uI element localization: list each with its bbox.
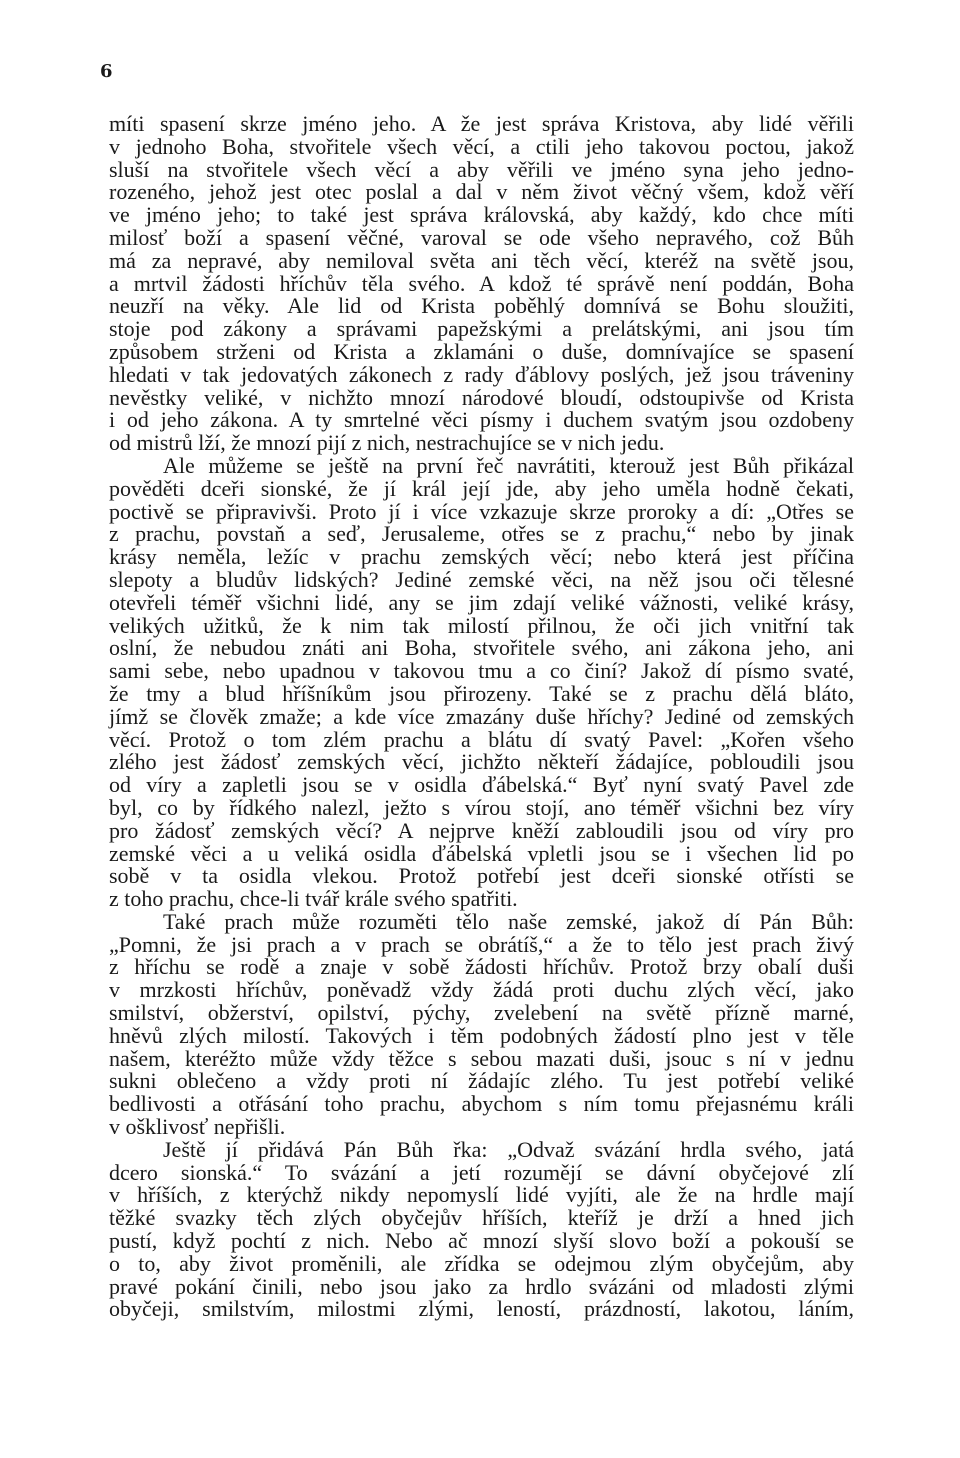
- text-line: otevřeli téměř všichni lidé, any se jim zdají veliké vážnosti, veliké krásy,: [109, 589, 854, 615]
- text-line: rozeného, jehož jest otec poslal a dal v něm život věčný všem, kdož věří: [109, 179, 854, 205]
- text-line: bedlivosti a otřásání toho prachu, abychom s ním tomu přejasnému králi: [109, 1091, 854, 1117]
- text-line: našem, kteréžto může vždy těžce s sebou mazati duši, jsouc s ní v jednu: [109, 1045, 854, 1071]
- text-line: velikých užitků, že k nim tak milostí přilnou, že oči jich vnitřní tak: [109, 612, 854, 638]
- text-line: „Pomni, že jsi prach a v prach se obrátíš,“ a že to tělo jest prach živý: [109, 931, 854, 957]
- text-line: míti spasení skrze jméno jeho. A že jest správa Kristova, aby lidé věřili: [109, 111, 854, 136]
- text-line: obyčeji, smilstvím, milostmi zlými, leností, prázdností, lakotou, láním,: [109, 1296, 854, 1322]
- text-line: Ještě jí přidává Pán Bůh řka: „Odvaž svázání hrdla svého, jatá: [163, 1136, 854, 1162]
- text-line: zemské věci a u veliká osidla ďábelská vpletli jsou se i všechen lid po: [109, 840, 854, 866]
- text-line: v ošklivosť nepřišli.: [109, 1114, 286, 1140]
- text-line: z hříchu se rodě a znaje v sobě žádosti hříchův. Protož brzy obalí duši: [109, 954, 854, 980]
- text-line: od mistrů lží, že mnozí pijí z nich, nestrachujíce se v nich jedu.: [109, 430, 665, 456]
- text-line: ve jméno jeho; to také jest správa královská, aby každý, kdo chce míti: [109, 202, 854, 228]
- text-line: v hříších, z kterýchž nikdy nepomyslí lidé vyjíti, ale že na hrdle mají: [109, 1182, 854, 1208]
- text-line: má za nepravé, aby nemiloval světa ani těch věcí, kteréž na světě jsou,: [109, 247, 854, 273]
- text-line: milosť boží a spasení věčné, varoval se ode všeho nepravého, což Bůh: [109, 224, 854, 250]
- text-line: těžké svazky těch zlých obyčejův hříších, kteříž je drží a hned jich: [109, 1205, 854, 1231]
- text-line: sukni oblečeno a vždy proti ní žádajíc zlého. Tu jest potřebí veliké: [109, 1068, 854, 1094]
- text-line: v jednoho Boha, stvořitele všech věcí, a ctili jeho takovou poctou, jakož: [109, 133, 854, 159]
- text-line: pověděti dceři sionské, že jí král její jde, aby jeho uměla hodně čekati,: [109, 475, 854, 501]
- text-line: o to, aby život proměnili, ale zřídka se odejmou zlým obyčejům, aby: [109, 1250, 854, 1276]
- text-line: neuzří na věky. Ale lid od Krista poběhlý domnívá se Bohu sloužiti,: [109, 293, 854, 319]
- text-line: z toho prachu, chce-li tvář krále svého spatřiti.: [109, 886, 518, 912]
- text-line: sobě v ta osidla vlekou. Protož potřebí jest dceři sionské otřísti se: [109, 863, 854, 889]
- text-line: byl, co by řídkého nalezl, ježto s vírou stojí, ano téměř všichni bez víry: [109, 794, 854, 820]
- text-line: krásy neměla, ležíc v prachu zemských věcí; nebo která jest příčina: [109, 544, 854, 570]
- text-line: sami sebe, nebo upadnou v takovou tmu a co činí? Jakož dí písmo svaté,: [109, 658, 854, 684]
- text-line: i od jeho zákona. A ty smrtelné věci písmy i duchem svatým jsou ozdobeny: [109, 407, 854, 433]
- text-line: pravé pokání činili, nebo jsou jako za hrdlo svázáni od mladosti zlými: [109, 1273, 854, 1299]
- text-line: Ale můžeme se ještě na první řeč navrátiti, kterouž jest Bůh přikázal: [163, 452, 854, 478]
- text-line: oslní, že nebudou znáti ani Boha, stvořitele svého, ani zákona jeho, ani: [109, 635, 854, 661]
- text-line: zlého jest žádosť zemských věcí, jichžto někteří žádajíce, pobloudili jsou: [109, 749, 854, 775]
- text-line: slepoty a bludův lidských? Jediné zemské věci, na něž jsou oči tělesné: [109, 566, 854, 592]
- text-line: věcí. Protož o tom zlém prachu a blátu dí svatý Pavel: „Kořen všeho: [109, 726, 854, 752]
- text-line: hněvů zlých milostí. Takových i těm podobných žádostí plno jest v těle: [109, 1022, 854, 1048]
- text-line: smilství, obžerství, opilství, pýchy, zvelebení na světě přízně marné,: [109, 1000, 854, 1026]
- text-line: že tmy a blud hříšníkům jsou přirozeny. Také se z prachu dělá bláto,: [109, 680, 854, 706]
- text-line: sluší na stvořitele všech věcí a aby věřili ve jméno syna jeho jedno-: [109, 156, 854, 182]
- text-line: dcero sionská.“ To svázání a jetí rozumějí se dávní obyčejové zlí: [109, 1159, 854, 1185]
- text-line: poctivě se připravivši. Proto jí i více vzkazuje skrze proroky a dí: „Otřes se: [109, 498, 854, 524]
- text-line: v mrzkosti hříchův, poněvadž vždy žádá proti duchu zlých věcí, jako: [109, 977, 854, 1003]
- page-number: 6: [100, 61, 113, 82]
- text-line: nevěstky veliké, v nichžto mnozí národové bloudí, odstoupivše od Krista: [109, 384, 854, 410]
- text-line: pustí, když pochtí z nich. Nebo ač mnozí slyší slovo boží a pokouší se: [109, 1228, 854, 1254]
- text-line: způsobem strženi od Krista a zklamáni o duše, domnívajíce se spasení: [109, 338, 854, 364]
- body-text: [109, 113, 854, 1321]
- text-line: od víry a zapletli jsou se v osidla ďábelská.“ Byť nyní svatý Pavel zde: [109, 772, 854, 798]
- text-line: stoje pod zákony a správami papežskými a prelátskými, ani jsou tím: [109, 316, 854, 342]
- text-line: z prachu, povstaň a seď, Jerusaleme, otřes se z prachu,“ nebo by jinak: [109, 521, 854, 547]
- text-line: hledati v tak jedovatých zákonech z rady ďáblovy poslých, jež jsou tráveniny: [109, 361, 854, 387]
- text-line: a mrtvil žádosti hříchův těla svého. A kdož té správě není poddán, Boha: [109, 270, 854, 296]
- text-line: jímž se člověk zmaže; a kde více zmazány duše hříchy? Jediné od zemských: [109, 703, 854, 729]
- text-line: pro žádosť zemských věcí? A nejprve kněží zabloudili jsou od víry pro: [109, 817, 854, 843]
- text-line: Také prach může rozuměti tělo naše zemské, jakož dí Pán Bůh:: [163, 908, 854, 934]
